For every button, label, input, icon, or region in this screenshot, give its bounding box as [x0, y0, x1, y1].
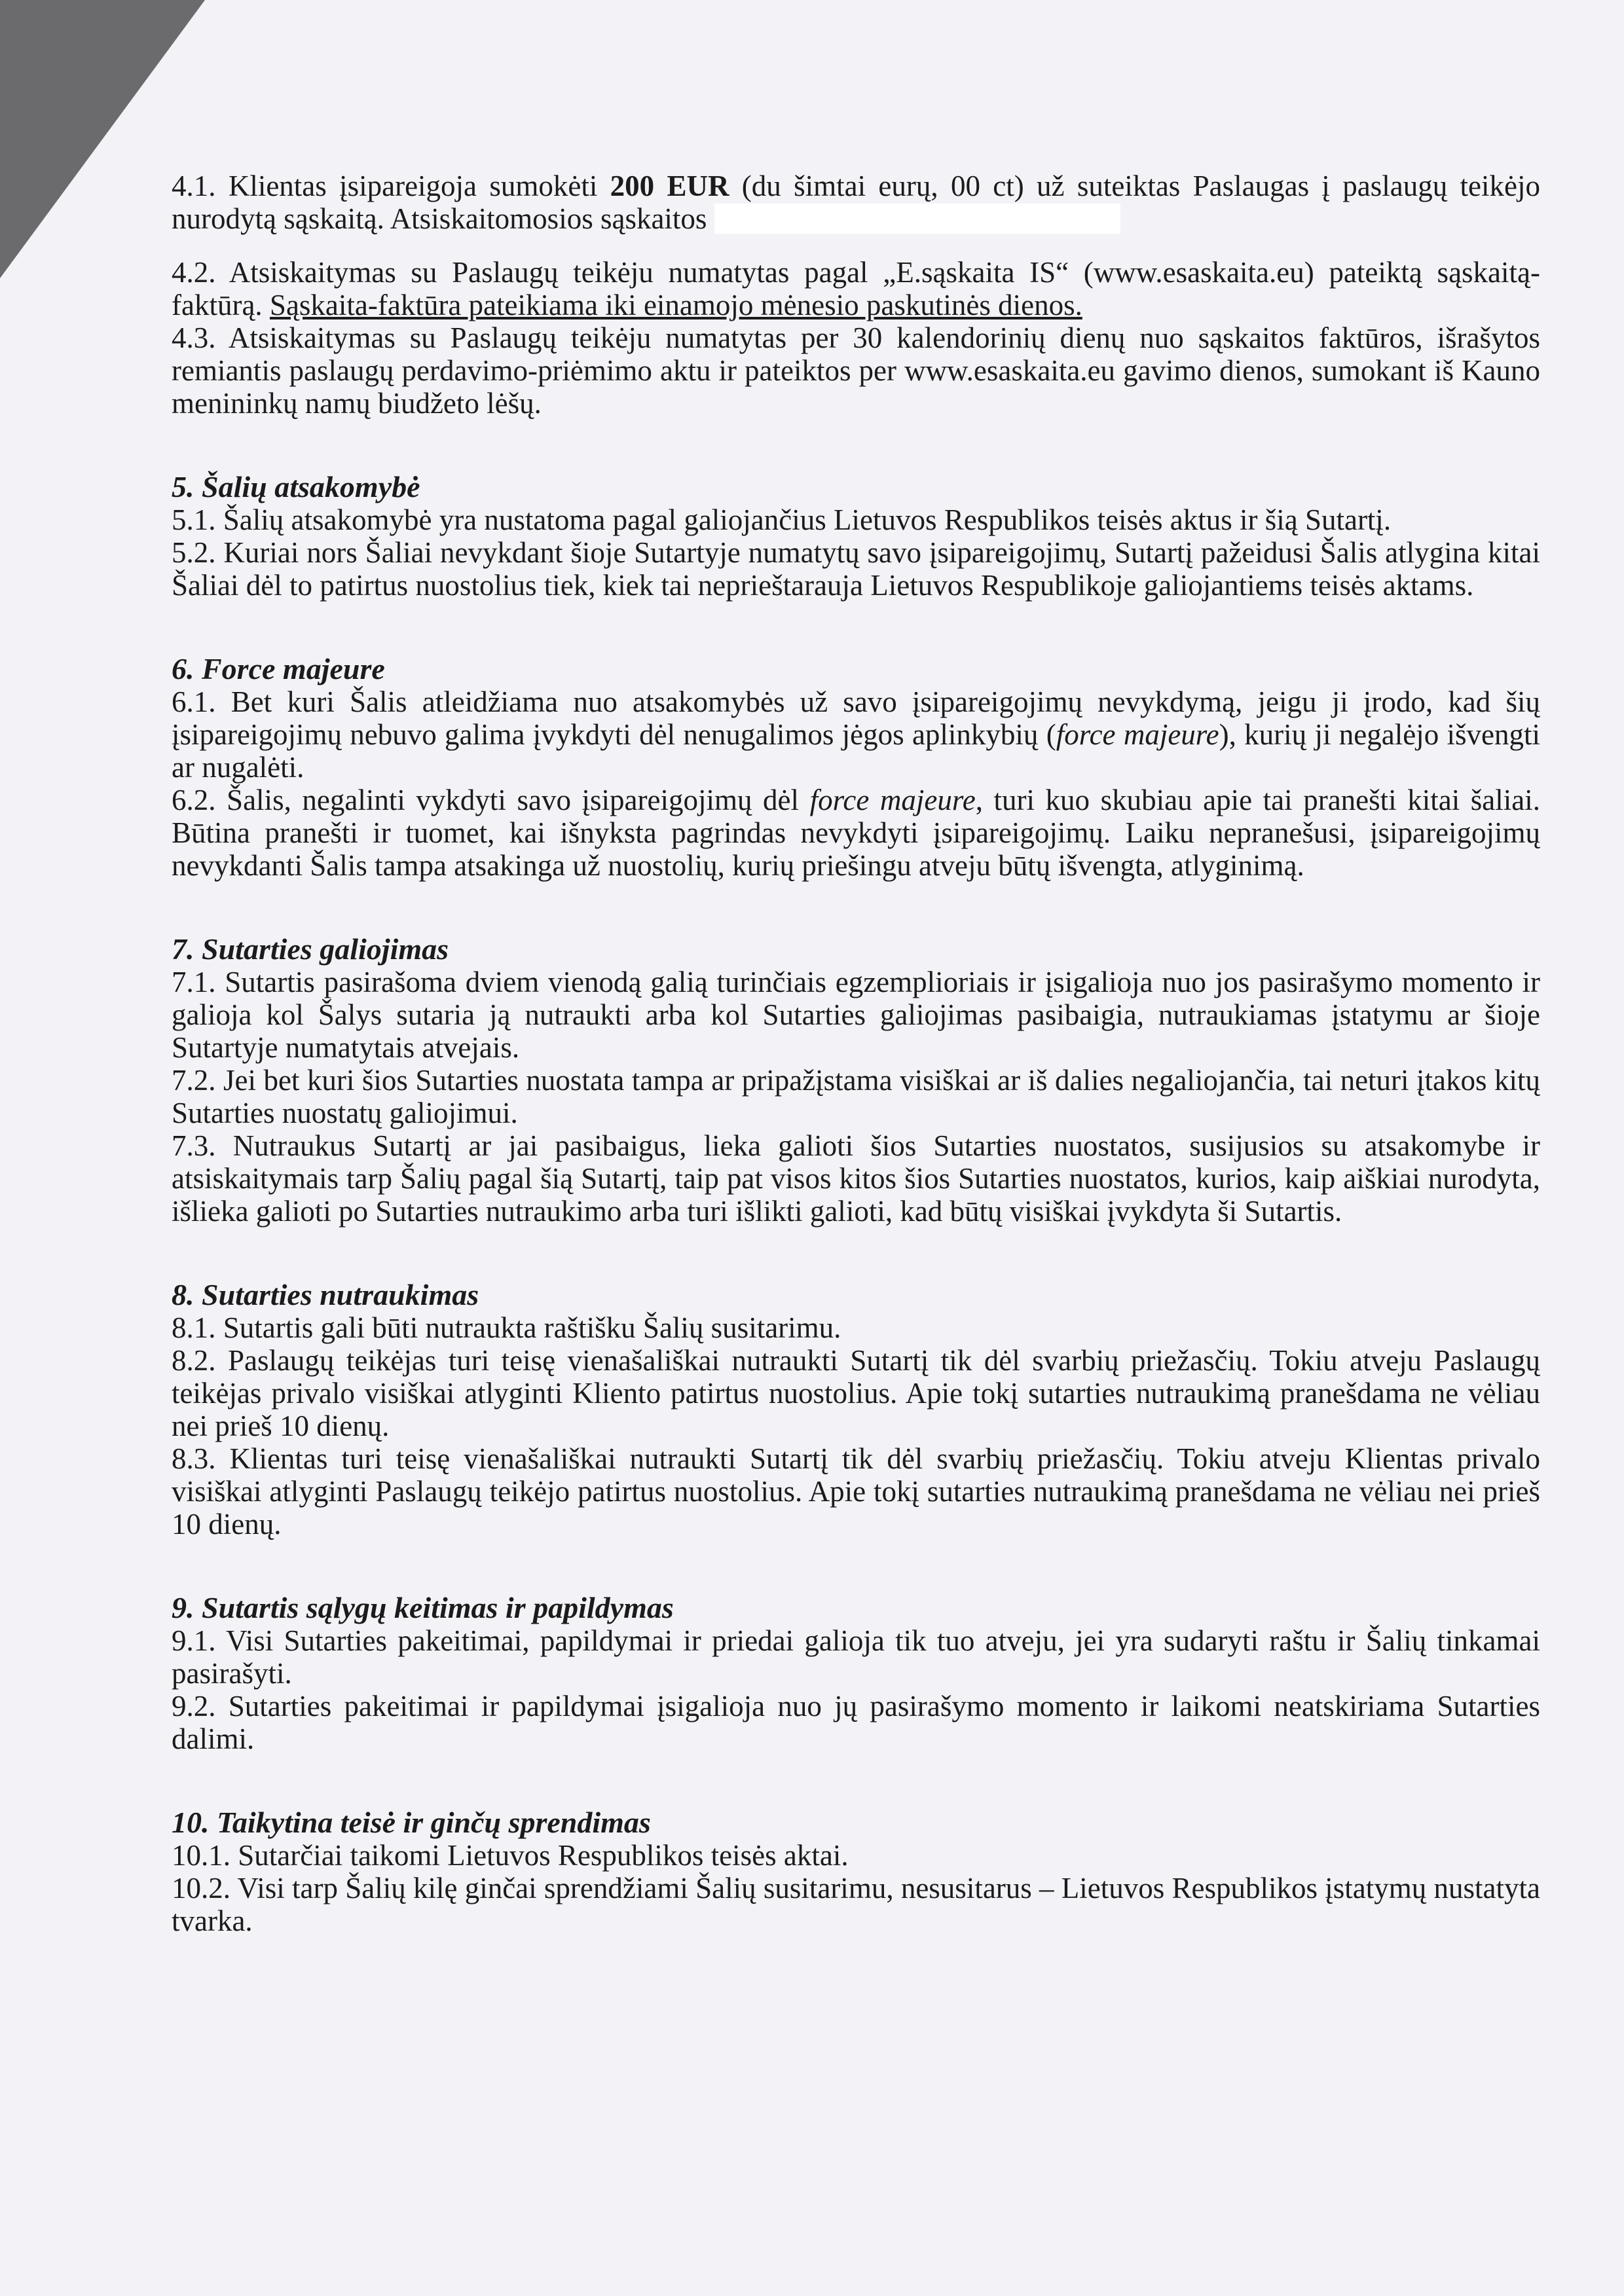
section-8-heading: 8. Sutarties nutraukimas: [172, 1278, 479, 1311]
clause-8-3: 8.3. Klientas turi teisę vienašališkai nutraukti Sutartį tik dėl svarbių priežasčių. Tokiu atveju Klientas privalo visiškai atlyginti Paslaugų teikėjo patirtus nuostolius. Apie tokį sutarties nutraukimą pranešdama ne vėliau nei prieš 10 dienų.: [172, 1442, 1540, 1540]
redacted-account-number: [714, 204, 1120, 234]
contract-page-body: [172, 170, 1540, 1990]
clause-text: 6.1. Bet kuri Šalis atleidžiama nuo atsakomybės už savo įsipareigojimų nevykdymą, jeigu ji įrodo, kad šių įsipareigojimų nebuvo galima įvykdyti dėl nenugalimos jėgos aplinkybių (: [172, 685, 1540, 751]
underlined-text: Sąskaita-faktūra pateikiama iki einamojo mėnesio paskutinės dienos.: [269, 289, 1082, 321]
section-10-heading: 10. Taikytina teisė ir ginčų sprendimas: [172, 1806, 651, 1839]
clause-7-3: 7.3. Nutraukus Sutartį ar jai pasibaigus, lieka galioti šios Sutarties nuostatos, susijusios su atsakomybe ir atsiskaitymais tarp Šalių pagal šią Sutartį, taip pat visos kitos šios Sutarties nuostatos, kurios, kaip aiškiai nurodyta, išlieka galioti po Sutarties nutraukimo arba turi išlikti galioti, kad būtų visiškai įvykdyta ši Sutartis.: [172, 1129, 1540, 1228]
clause-text: 4.1. Klientas įsipareigoja sumokėti: [172, 170, 610, 202]
clause-text: 4.2. Atsiskaitymas su Paslaugų teikėju numatytas pagal „E.sąskaita IS“ (www.esaskaita.eu) pateiktą sąskaitą-faktūrą.: [172, 256, 1540, 321]
section-9-heading: 9. Sutartis sąlygų keitimas ir papildymas: [172, 1591, 674, 1624]
clause-10-1: 10.1. Sutarčiai taikomi Lietuvos Respublikos teisės aktai.: [172, 1839, 849, 1872]
clause-text: , turi kuo skubiau apie tai pranešti kitai šaliai. Būtina pranešti ir tuomet, kai išnyksta pagrindas nevykdyti įsipareigojimų. Laiku nepranešusi, įsipareigojimų nevykdanti Šalis tampa atsakinga už nuostolių, kurių priešingu atveju būtų išvengta, atlyginimą.: [172, 784, 1540, 882]
clause-7-1: 7.1. Sutartis pasirašoma dviem vienodą galią turinčiais egzemplioriais ir įsigalioja nuo jos pasirašymo momento ir galioja kol Šalys sutaria ją nutraukti arba kol Sutarties galiojimas pasibaigia, nutraukiamas įstatymu ar šioje Sutartyje numatytais atvejais.: [172, 966, 1540, 1064]
clause-5-1: 5.1. Šalių atsakomybė yra nustatoma pagal galiojančius Lietuvos Respublikos teisės aktus ir šią Sutartį.: [172, 503, 1392, 536]
section-6-heading: 6. Force majeure: [172, 652, 385, 685]
clause-6-2: [172, 784, 1540, 882]
clause-8-1: 8.1. Sutartis gali būti nutraukta raštišku Šalių susitarimu.: [172, 1311, 841, 1344]
clause-text: ), kurių ji negalėjo išvengti ar nugalėti.: [172, 718, 1540, 784]
amount-bold: 200 EUR: [610, 170, 729, 202]
italic-term: force majeure: [809, 784, 976, 816]
clause-9-1: 9.1. Visi Sutarties pakeitimai, papildymai ir priedai galioja tik tuo atveju, jei yra sudaryti raštu ir Šalių tinkamai pasirašyti.: [172, 1624, 1540, 1690]
clause-5-2: 5.2. Kuriai nors Šaliai nevykdant šioje Sutartyje numatytų savo įsipareigojimų, Sutartį pažeidusi Šalis atlygina kitai Šaliai dėl to patirtus nuostolius tiek, kiek tai neprieštarauja Lietuvos Respublikoje galiojantiems teisės aktams.: [172, 536, 1540, 602]
italic-term: force majeure: [1056, 718, 1219, 751]
clause-4-2: [172, 256, 1540, 321]
clause-8-2: 8.2. Paslaugų teikėjas turi teisę vienašališkai nutraukti Sutartį tik dėl svarbių priežasčių. Tokiu atveju Paslaugų teikėjas privalo visiškai atlyginti Kliento patirtus nuostolius. Apie tokį sutarties nutraukimą pranešdama ne vėliau nei prieš 10 dienų.: [172, 1344, 1540, 1442]
section-5-heading: 5. Šalių atsakomybė: [172, 470, 420, 503]
section-7-heading: 7. Sutarties galiojimas: [172, 932, 449, 966]
clause-6-1: [172, 685, 1540, 784]
clause-4-1: [172, 170, 1540, 235]
clause-9-2: 9.2. Sutarties pakeitimai ir papildymai įsigalioja nuo jų pasirašymo momento ir laikomi neatskiriama Sutarties dalimi.: [172, 1690, 1540, 1755]
clause-text: (du šimtai eurų, 00 ct) už suteiktas Paslaugas į paslaugų teikėjo nurodytą sąskaitą. Atsiskaitomosios sąskaitos: [172, 170, 1540, 235]
clause-4-3: 4.3. Atsiskaitymas su Paslaugų teikėju numatytas per 30 kalendorinių dienų nuo sąskaitos faktūros, išrašytos remiantis paslaugų perdavimo-priėmimo aktu ir pateiktos per www.esaskaita.eu gavimo dienos, sumokant iš Kauno menininkų namų biudžeto lėšų.: [172, 321, 1540, 420]
clause-10-2: 10.2. Visi tarp Šalių kilę ginčai sprendžiami Šalių susitarimu, nesusitarus – Lietuvos Respublikos įstatymų nustatyta tvarka.: [172, 1872, 1540, 1937]
clause-text: 6.2. Šalis, negalinti vykdyti savo įsipareigojimų dėl: [172, 784, 810, 816]
clause-7-2: 7.2. Jei bet kuri šios Sutarties nuostata tampa ar pripažįstama visiškai ar iš dalies negaliojančia, tai neturi įtakos kitų Sutarties nuostatų galiojimui.: [172, 1064, 1540, 1129]
